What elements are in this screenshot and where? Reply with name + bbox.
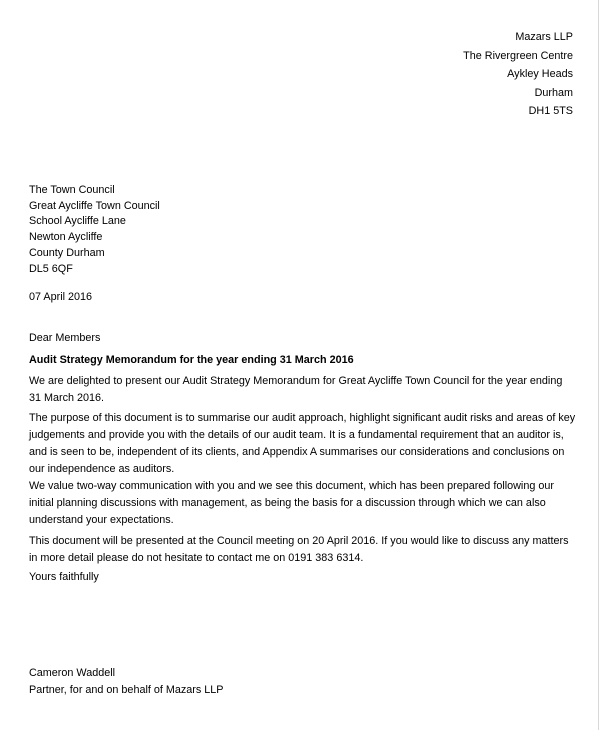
paragraph-line: The purpose of this document is to summarise our audit approach, highlight significant audit risks and areas of key bbox=[29, 412, 576, 424]
paragraph-line: This document will be presented at the Council meeting on 20 April 2016. If you would like to discuss any matters bbox=[29, 535, 569, 547]
body-paragraph bbox=[29, 533, 577, 567]
recipient-address-line: County Durham bbox=[29, 246, 105, 259]
recipient-address-line: DL5 6QF bbox=[29, 262, 73, 275]
recipient-address-line: The Town Council bbox=[29, 184, 115, 196]
signatory-block bbox=[29, 665, 223, 699]
salutation: Dear Members bbox=[29, 332, 101, 344]
body-paragraph bbox=[29, 478, 577, 529]
paragraph-line: understand your expectations. bbox=[29, 514, 174, 526]
signatory-name: Cameron Waddell bbox=[29, 667, 116, 679]
recipient-address-line: Newton Aycliffe bbox=[29, 231, 103, 244]
sender-address-line: Aykley Heads bbox=[507, 68, 573, 80]
sender-address-line: Durham bbox=[534, 86, 573, 99]
paragraph-line: our independence as auditors. bbox=[29, 463, 175, 475]
closing: Yours faithfully bbox=[29, 571, 99, 583]
paragraph-line: 31 March 2016. bbox=[29, 392, 105, 404]
recipient-address-line: Great Aycliffe Town Council bbox=[29, 199, 160, 212]
letter-date: 07 April 2016 bbox=[29, 291, 93, 303]
recipient-address bbox=[29, 183, 160, 277]
recipient-address-line: School Aycliffe Lane bbox=[29, 215, 126, 228]
body-paragraph bbox=[29, 373, 577, 407]
sender-address bbox=[463, 28, 573, 121]
paragraph-line: and is seen to be, independent of its clients, and Appendix A summarises our considerations and conclusions on bbox=[29, 446, 565, 458]
paragraph-line: judgements and provide you with the details of our audit team. It is a fundamental requirement that an auditor is, bbox=[29, 429, 564, 441]
paragraph-line: initial planning discussions with management, as being the basis for a discussion through which we can also bbox=[29, 497, 546, 509]
sender-address-line: DH1 5TS bbox=[528, 105, 573, 117]
sender-address-line: The Rivergreen Centre bbox=[463, 49, 573, 62]
paragraph-line: We value two-way communication with you and we see this document, which has been prepared following our bbox=[29, 480, 554, 492]
sender-address-line: Mazars LLP bbox=[515, 31, 573, 43]
signatory-title: Partner, for and on behalf of Mazars LLP bbox=[29, 684, 224, 696]
body-paragraph bbox=[29, 410, 577, 478]
paragraph-line: We are delighted to present our Audit Strategy Memorandum for Great Aycliffe Town Council for the year ending bbox=[29, 375, 563, 387]
subject-heading: Audit Strategy Memorandum for the year ending 31 March 2016 bbox=[29, 354, 354, 366]
paragraph-line: in more detail please do not hesitate to contact me on 0191 383 6314. bbox=[29, 552, 364, 564]
